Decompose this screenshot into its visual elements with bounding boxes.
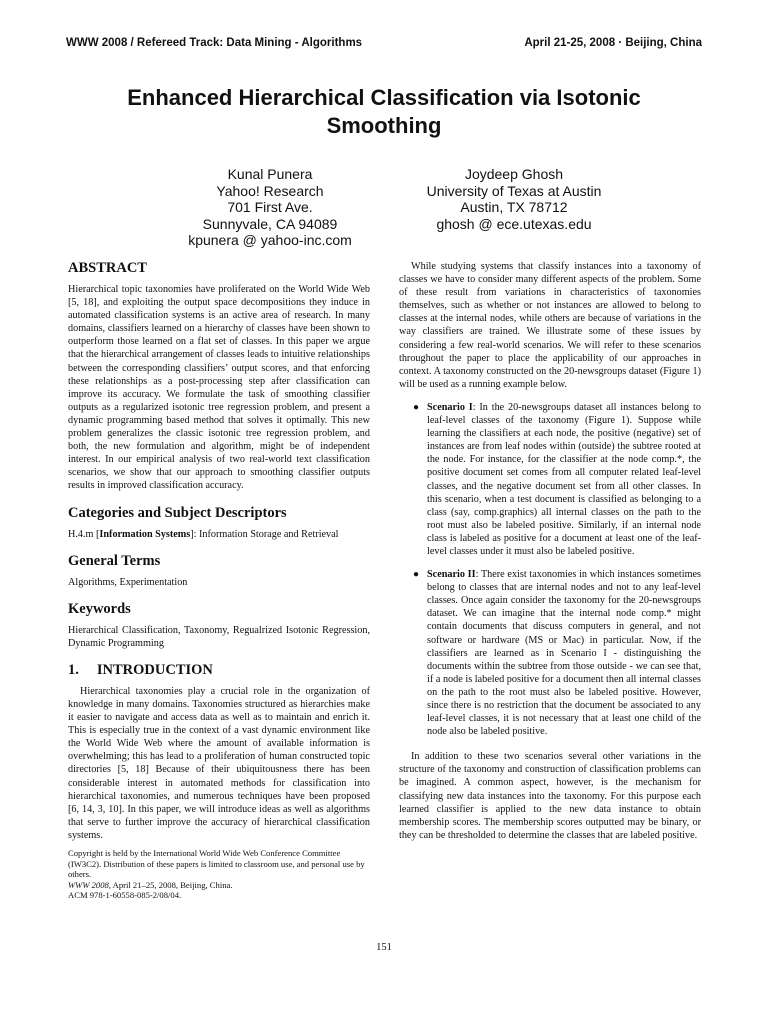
author-name: Joydeep Ghosh <box>464 166 564 182</box>
running-header <box>66 37 702 53</box>
intro-paragraph: While studying systems that classify instances into a taxonomy of classes we have to consider many different aspects of the problem. Some of these result from variations in characteristics of taxonomies themselves, such as whether or not instances are allowed to belong to classes at the internal nodes, while others are because of variations in the way classifiers are trained. We illustrate some of these issues by considering a few real-world scenarios. We will refer to these scenarios throughout the paper to place the applicability of our approaches in context. A taxonomy constructed on the 20-newsgroups dataset (Figure 1) will be used as a running example below. <box>399 261 701 390</box>
section-title: INTRODUCTION <box>96 661 213 678</box>
categories-bold: Information Systems <box>99 528 191 540</box>
closing-paragraph: In addition to these two scenarios several other variations in the structure of the taxonomy and construction of classification problems can be imagined. A common aspect, however, is the mechanism for classifying new data instances into the taxonomy. For this purpose each learned classifier is applied to the new data instance to obtain membership scores. The membership scores outputted may be binary, or they can be thresholded to determine the classes that are labeled positive. <box>399 751 701 841</box>
scenario-1-label: Scenario I <box>427 401 473 413</box>
author-block-2 <box>394 166 634 232</box>
keywords-text: Hierarchical Classification, Taxonomy, Regualrized Isotonic Regression, Dynamic Programming <box>68 624 370 649</box>
categories-prefix: H.4.m [ <box>68 528 100 540</box>
scenario-2-body: : There exist taxonomies in which instances sometimes belong to classes that are internal nodes and not to any leaf-level classes. Once again consider the taxonomy for the 20-newsgroups dataset. We can imagine that the internal node comp.* might contain documents that discuss computers in general, and not software or hardware (MS or Mac) in particular. Now, if the classifiers are learned as in Scenario I - distinguishing the documents within the subtree from those outside - we can see that, if a node is labeled positive for a document then all internal classes on the path to the root must also be labeled positive. However, since there is no restriction that the document be associated to any leaf-level classes, it is not necessary that at least one child of the node also be labeled positive. <box>427 569 701 738</box>
abstract-heading: ABSTRACT <box>68 260 147 276</box>
bullet-icon: ● <box>413 401 420 413</box>
running-header-right: April 21-25, 2008 · Beijing, China <box>524 37 702 49</box>
scenario-2-text <box>427 568 701 738</box>
bullet-icon: ● <box>413 569 420 581</box>
copyright-venue <box>68 880 370 891</box>
categories-heading: Categories and Subject Descriptors <box>68 504 287 521</box>
author-affiliation: University of Texas at Austin <box>426 182 602 199</box>
keywords-heading: Keywords <box>68 600 131 617</box>
author-email: ghosh @ ece.utexas.edu <box>436 215 592 232</box>
categories-text <box>68 528 370 541</box>
scenario-2-item <box>413 568 701 738</box>
left-column <box>68 260 370 901</box>
scenario-1-text <box>427 401 701 558</box>
author-address: Sunnyvale, CA 94089 <box>202 215 338 232</box>
venue-italic: WWW 2008, <box>68 879 111 890</box>
section-number: 1. <box>68 661 79 678</box>
author-address: Austin, TX 78712 <box>460 199 568 215</box>
page-number: 151 <box>376 942 392 953</box>
introduction-text: Hierarchical taxonomies play a crucial role in the organization of knowledge in many domains. Taxonomies structured as hierarchies make it easier to navigate and access data as well as to maintain and enrich it. This is especially true in the context of a vast dynamic environment like the World Wide Web where the amount of available information is overwhelming; this has lead to a proliferation of human constructed topic directories [5, 18] Because of their ubiquitousness there has been considerable interest in automated methods for classification into hierarchical taxonomies, and numerous techniques have been proposed [6, 14, 3, 10]. In this paper, we will introduce ideas as well as algorithms that serve to further improve the accuracy of hierarchical classification systems. <box>68 685 370 841</box>
scenario-1-body: : In the 20-newsgroups dataset all instances belong to leaf-level classes of the taxonomy (Figure 1). Suppose while learning the classifiers at each node, the positive (negative) set of instances are from leaf nodes within (outside) the subtree rooted at the node. For instance, for the classifier at the node comp.*, the positive document set comes from all computer related leaf-level classes, and the negative document set from all other classes. In this scenario, when a test document is classified as belonging to a class (say, comp.graphics) all internal classes on the path to the root must also be labeled positive. Similarly, if an internal node class is labeled as positive for a document at least one of the leaf-level classes under it must also be labeled positive. <box>427 401 701 557</box>
copyright-notice <box>68 848 370 901</box>
author-name: Kunal Punera <box>227 166 313 182</box>
abstract-text: Hierarchical topic taxonomies have proliferated on the World Wide Web [5, 18], and exploiting the output space decompositions they induce in automated classification systems is an active area of research. In many domains, classifiers learned on a hierarchy of classes have been shown to outperform those learned on a flat set of classes. In this paper we argue that the hierarchical arrangement of classes leads to intuitive relationships between the corresponding classifiers’ output scores, and that enforcing these relationships as a post-processing step after classification can improve its accuracy. We formulate the task of smoothing classifier outputs as a regularized isotonic tree regression problem, and present a dynamic programming based method that solves it optimally. This new problem generalizes the classic isotonic tree regression problem, and both, the new formulation and algorithm, might be of independent interest. In our empirical analysis of two real-world text classification scenarios, we show that our approach to smoothing classifier outputs results in improved classification accuracy. <box>68 284 370 492</box>
venue-rest: April 21–25, 2008, Beijing, China. <box>110 879 233 890</box>
paper-title: Enhanced Hierarchical Classification via Isotonic Smoothing <box>127 85 641 138</box>
copyright-acm: ACM 978-1-60558-085-2/08/04. <box>68 890 182 901</box>
author-address: 701 First Ave. <box>227 199 313 215</box>
running-header-left: WWW 2008 / Refereed Track: Data Mining - Algorithms <box>66 37 363 49</box>
author-email: kpunera @ yahoo-inc.com <box>188 232 352 248</box>
right-column <box>399 260 701 842</box>
copyright-line: Copyright is held by the International World Wide Web Conference Committee (IW3C2). Distribution of these papers is limited to classroom use, and personal use by others. <box>68 848 365 880</box>
categories-suffix: ]: Information Storage and Retrieval <box>190 528 339 540</box>
general-terms-heading: General Terms <box>68 552 161 569</box>
scenario-2-label: Scenario II <box>427 569 476 581</box>
introduction-heading <box>68 662 370 679</box>
general-terms-text: Algorithms, Experimentation <box>68 576 188 588</box>
author-affiliation: Yahoo! Research <box>216 182 324 199</box>
author-block-1 <box>160 166 380 249</box>
scenario-1-item <box>413 401 701 558</box>
